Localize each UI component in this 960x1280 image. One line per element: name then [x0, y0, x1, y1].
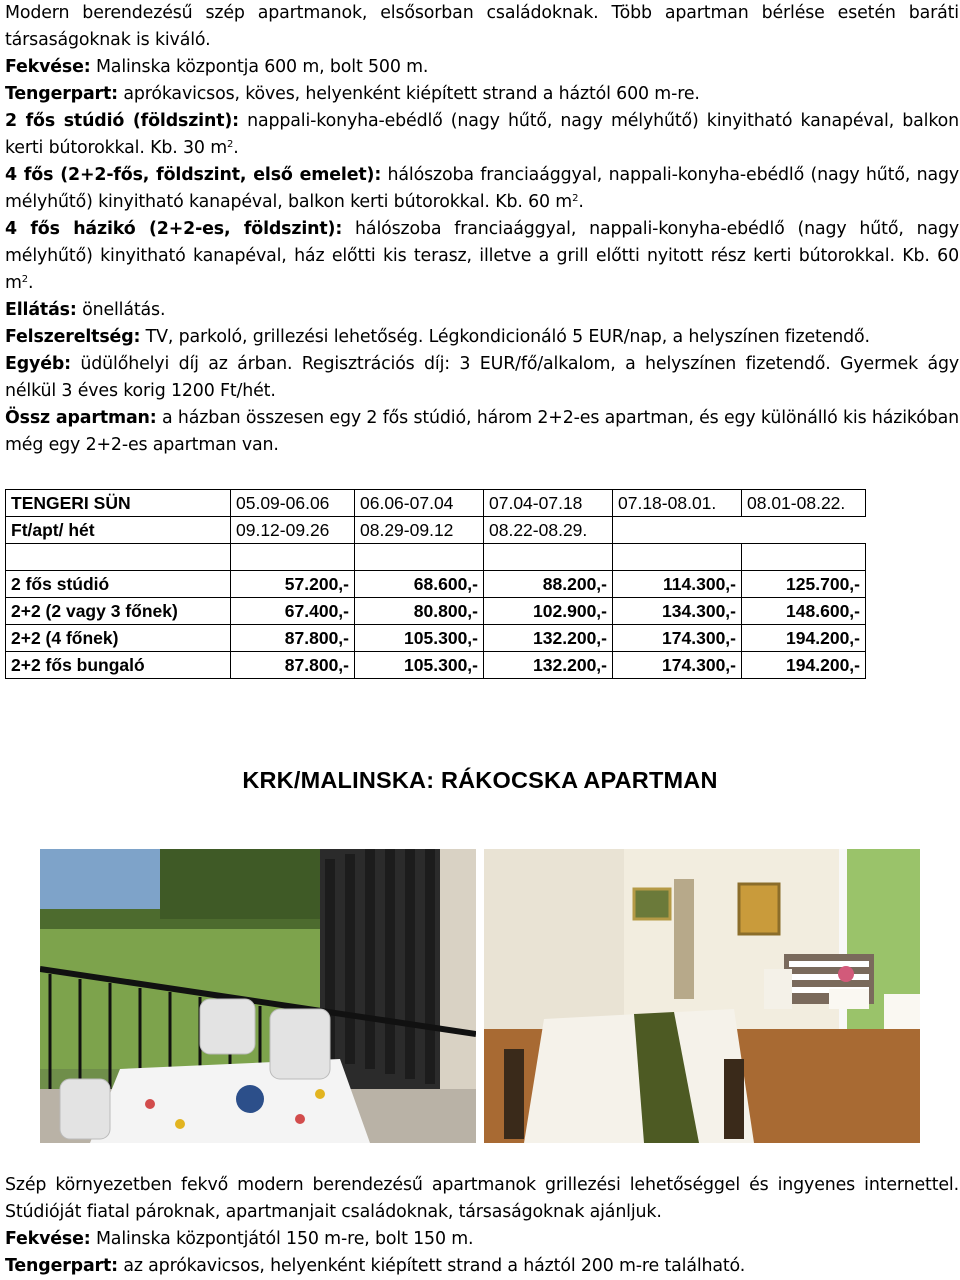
- location-label: Fekvése:: [5, 57, 91, 77]
- table-cell: 125.700,-: [742, 571, 866, 598]
- table-cell: 80.800,-: [355, 598, 484, 625]
- table-row: [6, 571, 866, 598]
- studio-end: .: [233, 138, 239, 158]
- outro-paragraph: Szép környezetben fekvő modern berendezésű apartmanok grillezési lehetőséggel és ingyenes internettel. Stúdióját fiatal pároknak, apartmanjait családoknak, társaságoknak ajánljuk.: [5, 1175, 959, 1222]
- beach-label: Tengerpart:: [5, 84, 118, 104]
- house-text: hálószoba franciaággyal, nappali-konyha-ebédlő (nagy hűtő, nagy mélyhűtő) kinyitható kanapéval, ház előtti kis terasz, illetve a grill előtti nyitott rész kerti bútorokkal. Kb. 60 m: [5, 219, 960, 293]
- table-cell: [742, 517, 866, 544]
- four-person-end: .: [578, 192, 584, 212]
- equipment-text: TV, parkoló, grillezési lehetőség. Légkondicionáló 5 EUR/nap, a helyszínen fizetendő.: [140, 327, 870, 347]
- table-cell: 105.300,-: [355, 652, 484, 679]
- balcony-photo: [40, 849, 476, 1143]
- studio-sup: 2: [226, 139, 234, 150]
- table-cell: 174.300,-: [613, 625, 742, 652]
- table-cell: 07.04-07.18: [484, 490, 613, 517]
- table-cell: [742, 544, 866, 571]
- table-cell: [613, 517, 742, 544]
- studio-text: nappali-konyha-ebédlő (nagy hűtő, nagy mélyhűtő) kinyitható kanapéval, balkon kerti bútorokkal. Kb. 30 m: [5, 111, 959, 158]
- table-row-label: 2+2 (4 főnek): [6, 625, 231, 652]
- catering-text: önellátás.: [76, 300, 166, 320]
- location-line: [5, 54, 959, 81]
- table-cell: 67.400,-: [231, 598, 355, 625]
- table-cell: 105.300,-: [355, 625, 484, 652]
- table-header-row: [6, 517, 866, 544]
- equipment-line: [5, 324, 959, 351]
- table-header-row: [6, 490, 866, 517]
- studio-label: 2 fős stúdió (földszint):: [5, 111, 239, 131]
- table-cell: 132.200,-: [484, 625, 613, 652]
- table-cell: 102.900,-: [484, 598, 613, 625]
- catering-line: [5, 297, 959, 324]
- table-cell: 132.200,-: [484, 652, 613, 679]
- table-cell: 07.18-08.01.: [613, 490, 742, 517]
- table-row: [6, 625, 866, 652]
- table-cell: 194.200,-: [742, 625, 866, 652]
- section-title: KRK/MALINSKA: RÁKOCSKA APARTMAN: [242, 767, 718, 793]
- table-row-label: 2+2 fős bungaló: [6, 652, 231, 679]
- house-label: 4 fős házikó (2+2-es, földszint):: [5, 219, 343, 239]
- house-sup: 2: [21, 274, 29, 285]
- other-text: üdülőhelyi díj az árban. Regisztrációs díj: 3 EUR/fő/alkalom, a helyszínen fizetendő. Gyermek ágy nélkül 3 éves korig 1200 Ft/hét.: [5, 354, 959, 401]
- table-spacer-row: [6, 544, 866, 571]
- table-cell: 68.600,-: [355, 571, 484, 598]
- catering-label: Ellátás:: [5, 300, 77, 320]
- table-cell: 114.300,-: [613, 571, 742, 598]
- table-row: [6, 598, 866, 625]
- equipment-label: Felszereltség:: [5, 327, 141, 347]
- total-apartments-line: [5, 405, 959, 459]
- outro-text-block: [5, 1172, 959, 1280]
- table-row-label: TENGERI SÜN: [6, 490, 231, 517]
- outro-location-label: Fekvése:: [5, 1229, 91, 1249]
- table-cell: 88.200,-: [484, 571, 613, 598]
- table-cell: 08.29-09.12: [355, 517, 484, 544]
- house-end: .: [28, 273, 34, 293]
- living-room-photo: [484, 849, 920, 1143]
- table-cell: [6, 544, 231, 571]
- outro-location-text: Malinska központjától 150 m-re, bolt 150 m.: [90, 1229, 474, 1249]
- intro-text-block: [5, 0, 959, 459]
- table-row-label: Ft/apt/ hét: [6, 517, 231, 544]
- price-table: [5, 489, 866, 679]
- house-line: [5, 216, 959, 297]
- four-person-line: [5, 162, 959, 216]
- other-label: Egyéb:: [5, 354, 71, 374]
- beach-text: aprókavicsos, köves, helyenként kiépített strand a háztól 600 m-re.: [117, 84, 700, 104]
- four-person-sup: 2: [572, 193, 579, 204]
- outro-beach-text: az aprókavicsos, helyenként kiépített strand a háztól 200 m-re található.: [117, 1256, 746, 1276]
- table-cell: [484, 544, 613, 571]
- table-cell: 87.800,-: [231, 652, 355, 679]
- table-cell: 06.06-07.04: [355, 490, 484, 517]
- table-cell: [613, 544, 742, 571]
- total-apartments-text: a házban összesen egy 2 fős stúdió, három 2+2-es apartman, és egy különálló kis házikóban még egy 2+2-es apartman van.: [5, 408, 959, 455]
- table-cell: 57.200,-: [231, 571, 355, 598]
- table-row-label: 2 fős stúdió: [6, 571, 231, 598]
- table-row-label: 2+2 (2 vagy 3 főnek): [6, 598, 231, 625]
- table-cell: 08.01-08.22.: [742, 490, 866, 517]
- studio-line: [5, 108, 959, 162]
- table-cell: 87.800,-: [231, 625, 355, 652]
- table-cell: [355, 544, 484, 571]
- outro-location-line: [5, 1226, 959, 1253]
- other-line: [5, 351, 959, 405]
- total-apartments-label: Össz apartman:: [5, 408, 157, 428]
- outro-beach-label: Tengerpart:: [5, 1256, 118, 1276]
- table-cell: 08.22-08.29.: [484, 517, 613, 544]
- table-cell: 148.600,-: [742, 598, 866, 625]
- intro-paragraph: Modern berendezésű szép apartmanok, elsősorban családoknak. Több apartman bérlése esetén baráti társaságoknak is kiváló.: [5, 3, 959, 50]
- outro-beach-line: [5, 1253, 959, 1280]
- table-cell: 09.12-09.26: [231, 517, 355, 544]
- table-cell: 194.200,-: [742, 652, 866, 679]
- table-cell: 134.300,-: [613, 598, 742, 625]
- beach-line: [5, 81, 959, 108]
- table-row: [6, 652, 866, 679]
- four-person-text: hálószoba franciaággyal, nappali-konyha-ebédlő (nagy hűtő, nagy mélyhűtő) kinyitható kanapéval, balkon kerti bútorokkal. Kb. 60 m: [5, 165, 959, 212]
- table-cell: 174.300,-: [613, 652, 742, 679]
- location-text: Malinska központja 600 m, bolt 500 m.: [90, 57, 429, 77]
- table-cell: [231, 544, 355, 571]
- four-person-label: 4 fős (2+2-fős, földszint, első emelet):: [5, 165, 382, 185]
- table-cell: 05.09-06.06: [231, 490, 355, 517]
